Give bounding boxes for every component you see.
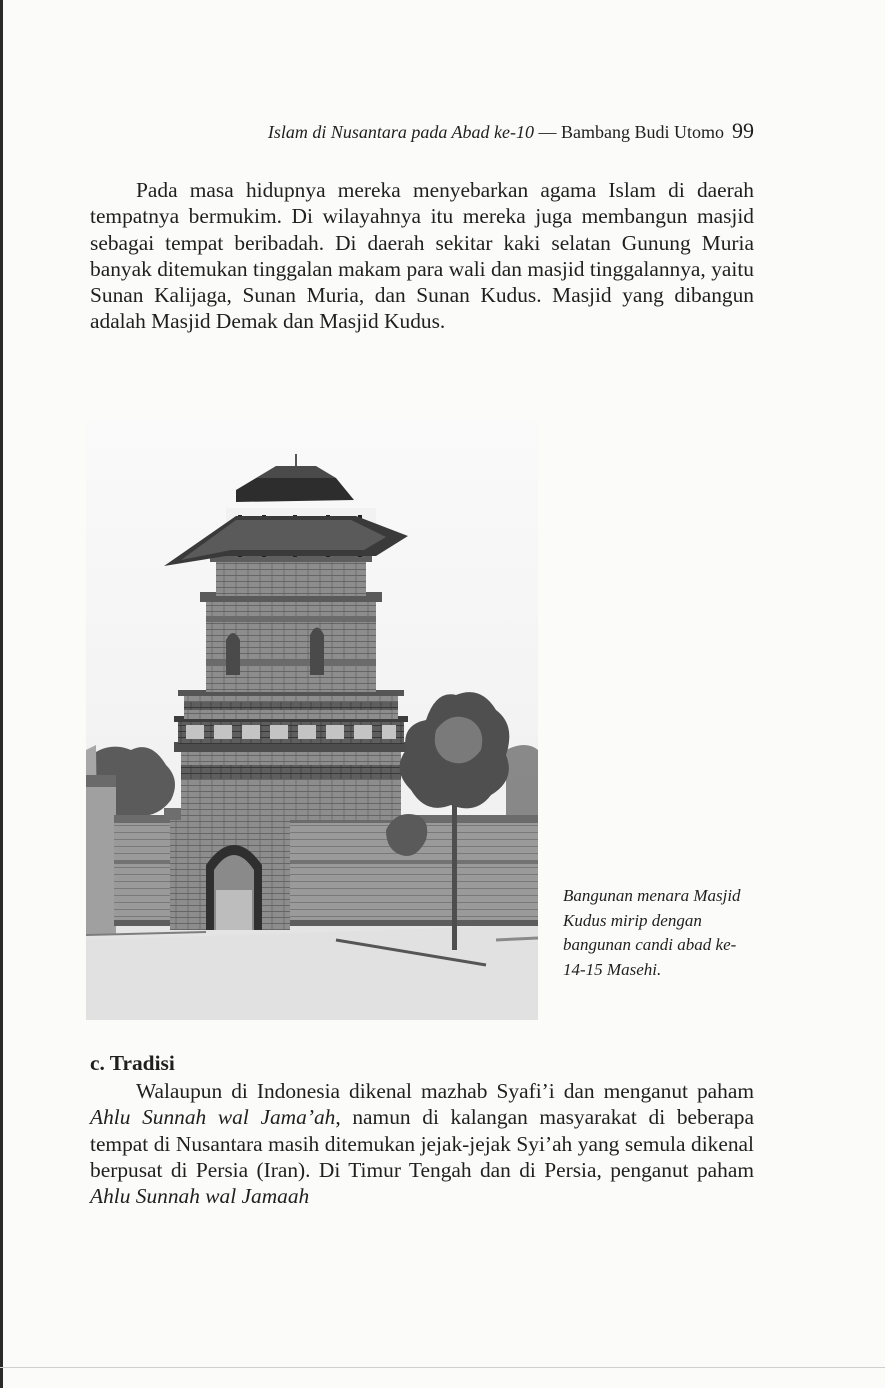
bottom-scan-edge	[0, 1367, 885, 1368]
para2-text-2: , namun di kalangan masyarakat di beberapa tempat di Nusantara masih ditemukan jejak-jejak Syi’ah yang semula dikenal berpusat di Persia (Iran). Di Timur Tengah dan di Persia, penganut paham	[90, 1105, 754, 1182]
menara-kudus-photo	[86, 420, 538, 1020]
figure-caption: Bangunan menara Masjid Kudus mirip dengan bangunan candi abad ke-14-15 Masehi.	[563, 886, 741, 979]
body-paragraph-2	[90, 1078, 754, 1209]
header-author: Bambang Budi Utomo	[561, 122, 724, 142]
para2-italic-1: Ahlu Sunnah wal Jama’ah	[90, 1105, 336, 1130]
header-book-title: Islam di Nusantara pada Abad ke-10	[267, 122, 534, 142]
page-left-edge	[0, 0, 3, 1388]
para2-text-1: Walaupun di Indonesia dikenal mazhab Syafi’i dan menganut paham	[136, 1079, 754, 1103]
header-separator: —	[534, 122, 561, 142]
page-number: 99	[732, 118, 754, 143]
running-header	[90, 118, 754, 145]
para2-italic-2: Ahlu Sunnah wal Jamaah	[90, 1184, 310, 1209]
section-heading: c. Tradisi	[90, 1051, 175, 1075]
body-paragraph-1: Pada masa hidupnya mereka menyebarkan agama Islam di daerah tempatnya bermukim. Di wilayahnya itu mereka juga membangun masjid sebagai tempat beribadah. Di daerah sekitar kaki selatan Gunung Muria banyak ditemukan tinggalan makam para wali dan masjid tinggalannya, yaitu Sunan Kalijaga, Sunan Muria, dan Sunan Kudus. Masjid yang dibangun adalah Masjid Demak dan Masjid Kudus.	[90, 178, 754, 334]
